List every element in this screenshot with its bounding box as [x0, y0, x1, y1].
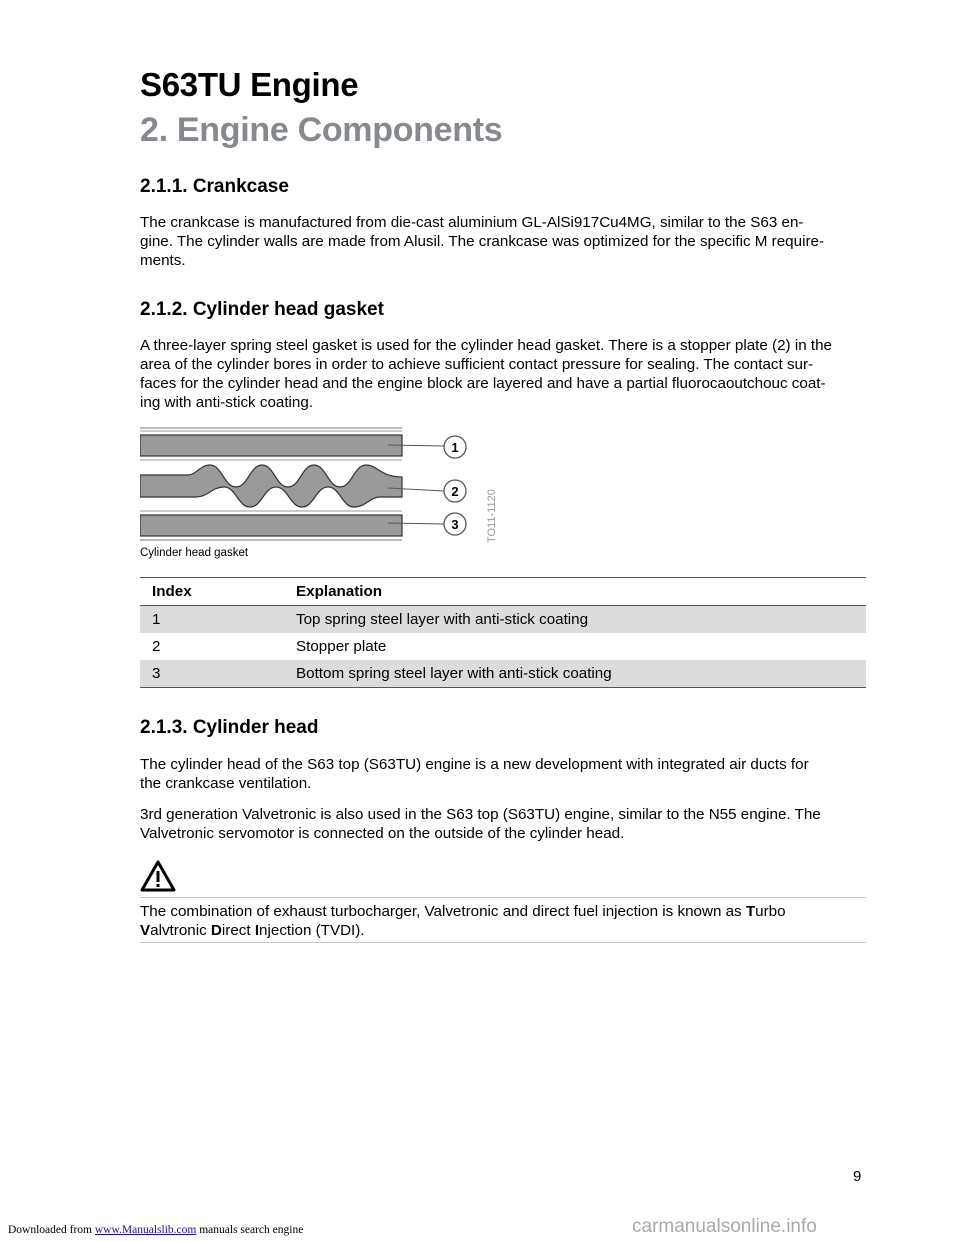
text-line: The cylinder head of the S63 top (S63TU) engine is a new development with integrated air ducts for — [140, 756, 809, 773]
note-text-run: irect — [221, 922, 255, 939]
table-header-row — [140, 578, 866, 606]
gasket-stopper-plate — [140, 465, 402, 507]
cylinder-head-paragraph-1 — [140, 755, 866, 793]
table-row — [140, 633, 866, 660]
table-cell-explanation: Stopper plate — [296, 638, 387, 655]
text-line: Valvetronic servomotor is connected on the outside of the cylinder head. — [140, 825, 625, 842]
page-number: 9 — [853, 1168, 862, 1185]
legend-table — [140, 577, 866, 688]
callout-label: 2 — [451, 484, 459, 499]
manualslib-link[interactable]: www.Manualslib.com — [94, 1224, 197, 1236]
document-title: S63TU Engine — [140, 66, 359, 103]
figure-code: TO11-1120 — [486, 489, 498, 543]
note-text-run: njection (TVDI). — [259, 922, 365, 939]
column-header-explanation: Explanation — [284, 578, 866, 606]
text-line: ing with anti-stick coating. — [140, 394, 314, 411]
note-bold-letter: D — [210, 922, 222, 939]
text-line: area of the cylinder bores in order to achieve sufficient contact pressure for sealing. The contact sur- — [140, 356, 814, 373]
figure-caption: Cylinder head gasket — [140, 547, 249, 559]
table-row — [140, 660, 866, 688]
text-line: 3rd generation Valvetronic is also used in the S63 top (S63TU) engine, similar to the N55 engine. The — [140, 806, 821, 823]
note-divider-bottom — [140, 942, 866, 943]
gasket-paragraph — [140, 336, 866, 412]
text-line: ments. — [140, 252, 186, 269]
text-line: gine. The cylinder walls are made from Alusil. The crankcase was optimized for the specific M require- — [140, 233, 825, 250]
column-header-index: Index — [140, 578, 284, 606]
note-text-run: alvtronic — [150, 922, 211, 939]
note-text — [140, 902, 866, 940]
callout-label: 3 — [451, 517, 459, 532]
note-divider-top — [140, 897, 866, 898]
table-cell-index: 3 — [140, 660, 284, 688]
text-line: The crankcase is manufactured from die-cast aluminium GL-AlSi917Cu4MG, similar to the S63 en- — [140, 214, 804, 231]
warning-triangle-icon — [140, 860, 176, 892]
gasket-diagram — [140, 425, 520, 547]
note-bold-letter: T — [745, 903, 756, 920]
gasket-layer-bottom — [140, 515, 402, 536]
crankcase-paragraph — [140, 213, 866, 270]
text-line: A three-layer spring steel gasket is used for the cylinder head gasket. There is a stopper plate (2) in the — [140, 337, 832, 354]
note-bold-letter: I — [254, 922, 260, 939]
download-footer — [8, 1224, 303, 1236]
table-cell-explanation: Top spring steel layer with anti-stick coating — [284, 606, 866, 634]
table-cell-index: 2 — [152, 638, 161, 655]
footer-text: Downloaded from — [8, 1224, 95, 1236]
callout-1 — [444, 436, 466, 458]
note-text-run: The combination of exhaust turbocharger, Valvetronic and direct fuel injection is known as — [140, 903, 746, 920]
section-heading-crankcase: 2.1.1. Crankcase — [140, 176, 289, 197]
gasket-layer-top — [140, 435, 402, 456]
text-line — [140, 902, 866, 921]
table-row — [140, 606, 866, 634]
table-cell-index: 1 — [140, 606, 284, 634]
callout-label: 1 — [451, 440, 459, 455]
chapter-title: 2. Engine Components — [140, 111, 503, 149]
note-bold-letter: V — [140, 922, 151, 939]
section-heading-cylinder-head: 2.1.3. Cylinder head — [140, 717, 319, 738]
text-line — [140, 921, 866, 940]
callout-3 — [444, 513, 466, 535]
callout-2 — [444, 480, 466, 502]
section-heading-gasket: 2.1.2. Cylinder head gasket — [140, 299, 384, 320]
text-line: the crankcase ventilation. — [140, 775, 312, 792]
watermark: carmanualsonline.info — [632, 1216, 817, 1237]
cylinder-head-paragraph-2 — [140, 805, 866, 843]
footer-text: manuals search engine — [196, 1224, 304, 1236]
text-line: faces for the cylinder head and the engine block are layered and have a partial fluorocaoutchouc coat- — [140, 375, 826, 392]
note-text-run: urbo — [755, 903, 786, 920]
table-cell-explanation: Bottom spring steel layer with anti-stick coating — [284, 660, 866, 688]
